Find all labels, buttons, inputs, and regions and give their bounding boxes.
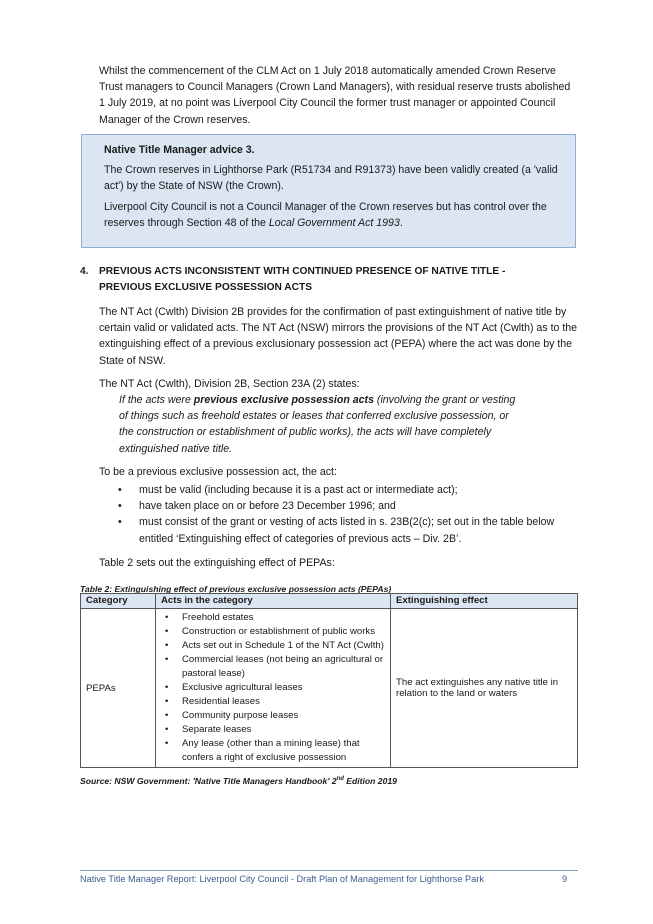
section-heading: [80, 264, 560, 295]
section-number: 4.: [80, 266, 89, 277]
source-prefix: Source: NSW Government: 'Native Title Managers Handbook' 2: [80, 776, 337, 786]
source-superscript: nd: [336, 776, 344, 783]
legislation-quote: [119, 392, 519, 457]
advice-box: [81, 134, 576, 248]
intro-section: [99, 63, 579, 128]
section-paragraph-1: The NT Act (Cwlth) Division 2B provides for the confirmation of past extinguishment of native title by certain valid or validated acts. The NT Act (NSW) mirrors the provisions of the NT Act (Cwlth) as to the extinguishing effect of a previous exclusionary possession act (PEPA) where the act was done by the State of NSW.: [99, 306, 578, 367]
list-item: • Any lease (other than a mining lease) that confers a right of exclusive possession: [161, 737, 385, 765]
table-header-effect: Extinguishing effect: [391, 594, 578, 609]
footer-divider: [80, 870, 578, 871]
table-caption: Table 2: Extinguishing effect of previous exclusive possession acts (PEPAs): [80, 584, 392, 594]
table-header-category: Category: [81, 594, 156, 609]
section-title: PREVIOUS ACTS INCONSISTENT WITH CONTINUED PRESENCE OF NATIVE TITLE - PREVIOUS EXCLUSIVE POSSESSION ACTS: [99, 266, 506, 293]
acts-list: [161, 611, 385, 765]
list-item: • Exclusive agricultural leases: [161, 681, 385, 695]
section-body: [99, 304, 579, 571]
section-paragraph-4: Table 2 sets out the extinguishing effect of PEPAs:: [99, 556, 335, 569]
advice-paragraph-2-prefix: Liverpool City Council is not a Council Manager of the Crown reserves but has control over the reserves through Section 48 of the: [104, 201, 547, 229]
list-item: • Freehold estates: [161, 611, 385, 625]
list-item: • Commercial leases (not being an agricultural or pastoral lease): [161, 653, 385, 681]
list-item: • Residential leases: [161, 695, 385, 709]
list-item: • Acts set out in Schedule 1 of the NT Act (Cwlth): [161, 639, 385, 653]
advice-paragraph-2: [104, 200, 565, 231]
acts-cell: [156, 609, 391, 768]
effect-cell: The act extinguishes any native title in relation to the land or waters: [391, 609, 578, 768]
category-cell: PEPAs: [81, 609, 156, 768]
footer-text: Native Title Manager Report: Liverpool City Council - Draft Plan of Management for Lighthorse Park: [80, 874, 484, 884]
list-item: • Separate leases: [161, 723, 385, 737]
criteria-list: [99, 482, 579, 547]
section-paragraph-3: To be a previous exclusive possession act, the act:: [99, 465, 337, 478]
table-header-acts: Acts in the category: [156, 594, 391, 609]
advice-paragraph-2-italic: Local Government Act 1993: [268, 216, 400, 229]
quote-prefix: If the acts were: [119, 394, 194, 407]
list-item: • Construction or establishment of public works: [161, 625, 385, 639]
table-row: [81, 609, 578, 768]
pepa-table: [80, 593, 578, 768]
list-item: • Community purpose leases: [161, 709, 385, 723]
intro-paragraph: Whilst the commencement of the CLM Act on 1 July 2018 automatically amended Crown Reserve Trust managers to Council Managers (Crown Land Managers), with residual reserve trusts abolished 1 July 2019, at no point was Liverpool City Council the former trust manager or appointed Council Manager of the Crown reserves.: [99, 65, 571, 126]
advice-paragraph-1: The Crown reserves in Lighthorse Park (R51734 and R91373) have been validly created (a 'valid act') by the State of NSW (the Crown).: [104, 164, 558, 192]
list-item: • must consist of the grant or vesting of acts listed in s. 23B(2(c); set out in the table below entitled ‘Extinguishing effect of categories of previous acts – Div. 2B’.: [99, 514, 579, 546]
quote-suffix: (involving the grant or vesting of things such as freehold estates or leases that conferred exclusive possession, or the construction or establishment of public works), the acts will have completely extinguished native title.: [119, 394, 516, 455]
list-item: • have taken place on or before 23 December 1996; and: [99, 498, 579, 514]
list-item: • must be valid (including because it is a past act or intermediate act);: [99, 482, 579, 498]
section-paragraph-2: The NT Act (Cwlth), Division 2B, Section 23A (2) states:: [99, 377, 360, 390]
page-number: 9: [562, 874, 568, 884]
quote-bold: previous exclusive possession acts: [193, 394, 374, 407]
table-header-row: [81, 594, 578, 609]
source-suffix: Edition 2019: [343, 776, 397, 786]
advice-paragraph-2-suffix: .: [399, 216, 403, 229]
advice-title: Native Title Manager advice 3.: [104, 144, 255, 156]
table-source: [80, 776, 397, 786]
